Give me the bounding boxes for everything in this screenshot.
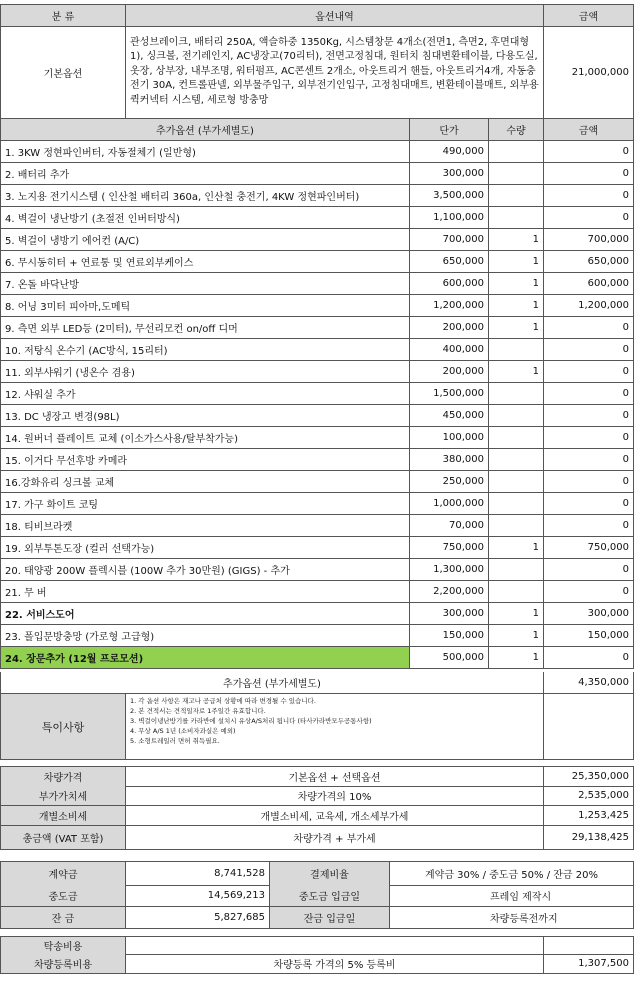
option-qty: 1 xyxy=(489,537,544,559)
option-row xyxy=(0,361,634,383)
option-row xyxy=(0,405,634,427)
option-name: 15. 이거다 무선후방 카메라 xyxy=(0,449,410,471)
note-item: 4. 무상 A/S 1년 (소비자과실은 예외) xyxy=(130,727,236,736)
payment-label: 중도금 xyxy=(0,885,126,907)
special-notes-blank xyxy=(544,694,634,760)
option-row xyxy=(0,207,634,229)
option-row xyxy=(0,427,634,449)
option-price: 1,300,000 xyxy=(410,559,489,581)
extra-desc xyxy=(126,937,544,955)
payment-amount: 8,741,528 xyxy=(126,862,270,886)
option-amount: 300,000 xyxy=(544,603,634,625)
option-price: 450,000 xyxy=(410,405,489,427)
option-row xyxy=(0,273,634,295)
option-price: 1,200,000 xyxy=(410,295,489,317)
extra-row xyxy=(0,954,634,974)
header-row xyxy=(0,4,634,27)
option-name: 13. DC 냉장고 변경(98L) xyxy=(0,405,410,427)
option-name: 16.강화유리 싱크볼 교체 xyxy=(0,471,410,493)
option-price: 300,000 xyxy=(410,603,489,625)
payment-label: 계약금 xyxy=(0,862,126,886)
option-amount: 0 xyxy=(544,581,634,603)
option-row xyxy=(0,317,634,339)
summary-row xyxy=(0,826,634,850)
option-amount: 0 xyxy=(544,383,634,405)
option-name: 5. 벽걸이 냉방기 에어컨 (A/C) xyxy=(0,229,410,251)
option-qty xyxy=(489,449,544,471)
option-price: 200,000 xyxy=(410,317,489,339)
option-amount: 0 xyxy=(544,185,634,207)
option-amount: 0 xyxy=(544,493,634,515)
payment-row xyxy=(0,907,634,929)
payment-desc: 중도금 입금일 xyxy=(270,885,390,907)
option-amount: 0 xyxy=(544,449,634,471)
option-amount: 150,000 xyxy=(544,625,634,647)
option-name: 7. 온돌 바닥난방 xyxy=(0,273,410,295)
extra-desc: 차량등록 가격의 5% 등록비 xyxy=(126,954,544,974)
note-item: 3. 벽걸이냉난방기를 카라반에 설치시 유상A/S처리 됩니다 (타사카라반모두공통사항) xyxy=(130,717,372,726)
option-qty xyxy=(489,427,544,449)
option-qty xyxy=(489,383,544,405)
option-amount: 0 xyxy=(544,207,634,229)
option-amount: 0 xyxy=(544,515,634,537)
payment-amount: 5,827,685 xyxy=(126,907,270,929)
option-name: 24. 장문추가 (12월 프로모션) xyxy=(0,647,410,669)
option-row xyxy=(0,515,634,537)
option-price: 200,000 xyxy=(410,361,489,383)
option-qty xyxy=(489,163,544,185)
option-amount: 0 xyxy=(544,163,634,185)
option-row xyxy=(0,141,634,163)
summary-desc: 차량가격 + 부가세 xyxy=(126,826,544,850)
option-name: 10. 저탕식 온수기 (AC방식, 15리터) xyxy=(0,339,410,361)
option-qty xyxy=(489,581,544,603)
option-price: 600,000 xyxy=(410,273,489,295)
option-amount: 700,000 xyxy=(544,229,634,251)
option-header-row xyxy=(0,119,634,141)
option-price: 380,000 xyxy=(410,449,489,471)
option-total-label: 추가옵션 (부가세별도) xyxy=(0,672,544,694)
option-qty xyxy=(489,185,544,207)
option-row xyxy=(0,229,634,251)
extra-label: 차량등록비용 xyxy=(0,954,126,974)
option-qty xyxy=(489,339,544,361)
option-total-amount: 4,350,000 xyxy=(544,672,634,694)
option-row xyxy=(0,449,634,471)
option-row xyxy=(0,383,634,405)
summary-row xyxy=(0,786,634,806)
option-qty: 1 xyxy=(489,361,544,383)
payment-note: 계약금 30% / 중도금 50% / 잔금 20% xyxy=(390,862,634,886)
option-name: 1. 3KW 정현파인버터, 자동절체기 (일반형) xyxy=(0,141,410,163)
option-amount: 0 xyxy=(544,141,634,163)
special-notes-row xyxy=(0,694,634,760)
summary-amount: 1,253,425 xyxy=(544,806,634,826)
note-item: 5. 소형트레일러 면허 취득필요. xyxy=(130,737,220,746)
payment-row xyxy=(0,885,634,907)
note-item: 1. 각 옵션 사항은 재고나 공급처 상황에 따라 변경될 수 있습니다. xyxy=(130,697,316,705)
option-name: 12. 샤워실 추가 xyxy=(0,383,410,405)
option-price: 3,500,000 xyxy=(410,185,489,207)
payment-label: 잔 금 xyxy=(0,907,126,929)
option-qty xyxy=(489,515,544,537)
option-row xyxy=(0,647,634,669)
option-name: 18. 티비브라켓 xyxy=(0,515,410,537)
summary-amount: 29,138,425 xyxy=(544,826,634,850)
payment-desc: 잔금 입금일 xyxy=(270,907,390,929)
option-name: 20. 태양광 200W 플렉시블 (100W 추가 30만원) (GIGS) - 추가 xyxy=(0,559,410,581)
option-name: 17. 가구 화이트 코팅 xyxy=(0,493,410,515)
option-name: 22. 서비스도어 xyxy=(0,603,410,625)
option-header-price: 단가 xyxy=(410,119,489,141)
option-row xyxy=(0,163,634,185)
extra-label: 탁송비용 xyxy=(0,937,126,955)
option-name: 11. 외부샤워기 (냉온수 겸용) xyxy=(0,361,410,383)
option-name: 21. 무 버 xyxy=(0,581,410,603)
summary-desc: 개별소비세, 교육세, 개소세부가세 xyxy=(126,806,544,826)
summary-label: 개별소비세 xyxy=(0,806,126,826)
option-name: 9. 측면 외부 LED등 (2미터), 무선리모컨 on/off 디머 xyxy=(0,317,410,339)
option-qty: 1 xyxy=(489,625,544,647)
option-price: 300,000 xyxy=(410,163,489,185)
option-name: 6. 무시동히터 + 연료통 및 연료외부케이스 xyxy=(0,251,410,273)
payment-amount: 14,569,213 xyxy=(126,885,270,907)
option-row xyxy=(0,251,634,273)
option-amount: 1,200,000 xyxy=(544,295,634,317)
option-qty: 1 xyxy=(489,295,544,317)
payment-note: 프레임 제작시 xyxy=(390,885,634,907)
option-amount: 600,000 xyxy=(544,273,634,295)
option-amount: 0 xyxy=(544,317,634,339)
extra-row xyxy=(0,936,634,955)
option-amount: 650,000 xyxy=(544,251,634,273)
header-content: 옵션내역 xyxy=(126,5,544,27)
option-header-qty: 수량 xyxy=(489,119,544,141)
option-name: 4. 벽걸이 냉난방기 (초절전 인버터방식) xyxy=(0,207,410,229)
option-qty: 1 xyxy=(489,647,544,669)
option-name: 23. 폴입문방충망 (가로형 고급형) xyxy=(0,625,410,647)
option-total-row xyxy=(0,672,634,694)
option-qty: 1 xyxy=(489,273,544,295)
option-row xyxy=(0,537,634,559)
option-qty: 1 xyxy=(489,317,544,339)
payment-desc: 결제비율 xyxy=(270,862,390,886)
summary-desc: 차량가격의 10% xyxy=(126,786,544,806)
option-price: 500,000 xyxy=(410,647,489,669)
option-name: 3. 노지용 전기시스템 ( 인산철 배터리 360a, 인산철 충전기, 4KW 정현파인버터) xyxy=(0,185,410,207)
option-price: 650,000 xyxy=(410,251,489,273)
option-qty xyxy=(489,207,544,229)
option-row xyxy=(0,339,634,361)
option-qty: 1 xyxy=(489,603,544,625)
option-amount: 0 xyxy=(544,471,634,493)
option-price: 490,000 xyxy=(410,141,489,163)
summary-amount: 2,535,000 xyxy=(544,786,634,806)
option-amount: 0 xyxy=(544,427,634,449)
payment-row xyxy=(0,861,634,886)
summary-desc: 기본옵션 + 선택옵션 xyxy=(126,767,544,787)
header-amount: 금액 xyxy=(544,5,634,27)
option-price: 150,000 xyxy=(410,625,489,647)
option-row xyxy=(0,471,634,493)
option-price: 250,000 xyxy=(410,471,489,493)
summary-row xyxy=(0,806,634,826)
special-notes-label: 특이사항 xyxy=(0,694,126,760)
special-notes-list xyxy=(126,694,544,760)
option-qty: 1 xyxy=(489,251,544,273)
option-name: 2. 배터리 추가 xyxy=(0,163,410,185)
summary-label: 총금액 (VAT 포함) xyxy=(0,826,126,850)
basic-option-description: 관성브레이크, 배터리 250A, 액슬하중 1350Kg, 시스템창문 4개소(전면1, 측면2, 후면대형1), 싱크볼, 전기레인지, AC냉장고(70리터), 전면고정침대, 원터치 침대변환테이블, 다용도실, 옷장, 상부장, 내부조명, 워터펌프, AC콘센트 2개소, 아웃트리거 핸들, 아웃트리거4개, 자동충전기 30A, 컨트롤판넬, 외부물주입구, 외부전기인입구, 고정침대매트, 변환테이블매트, 외부용 퀵커넥터 시스템, 세로형 방충망 xyxy=(126,26,544,119)
option-header-amount: 금액 xyxy=(544,119,634,141)
option-qty xyxy=(489,559,544,581)
option-row xyxy=(0,559,634,581)
option-qty: 1 xyxy=(489,229,544,251)
option-name: 8. 어닝 3미터 피아마,도메틱 xyxy=(0,295,410,317)
option-price: 1,100,000 xyxy=(410,207,489,229)
option-price: 700,000 xyxy=(410,229,489,251)
option-row xyxy=(0,295,634,317)
extra-amount xyxy=(544,937,634,955)
option-amount: 0 xyxy=(544,647,634,669)
option-amount: 750,000 xyxy=(544,537,634,559)
summary-amount: 25,350,000 xyxy=(544,767,634,787)
option-price: 750,000 xyxy=(410,537,489,559)
summary-label: 부가가치세 xyxy=(0,786,126,806)
basic-option-amount: 21,000,000 xyxy=(544,26,634,119)
option-amount: 0 xyxy=(544,559,634,581)
note-item: 2. 본 견적서는 견적일자로 1주일간 유효합니다. xyxy=(130,707,266,716)
option-qty xyxy=(489,471,544,493)
option-amount: 0 xyxy=(544,339,634,361)
header-category: 분 류 xyxy=(0,5,126,27)
option-qty xyxy=(489,493,544,515)
option-amount: 0 xyxy=(544,405,634,427)
option-qty xyxy=(489,141,544,163)
option-price: 70,000 xyxy=(410,515,489,537)
basic-option-row xyxy=(0,26,634,119)
option-price: 2,200,000 xyxy=(410,581,489,603)
basic-option-label: 기본옵션 xyxy=(0,26,126,119)
option-price: 100,000 xyxy=(410,427,489,449)
option-name: 19. 외부투톤도장 (컬러 선택가능) xyxy=(0,537,410,559)
option-amount: 0 xyxy=(544,361,634,383)
summary-label: 차량가격 xyxy=(0,767,126,787)
option-price: 1,500,000 xyxy=(410,383,489,405)
option-header-name: 추가옵션 (부가세별도) xyxy=(0,119,410,141)
option-row xyxy=(0,493,634,515)
summary-row xyxy=(0,766,634,787)
option-price: 400,000 xyxy=(410,339,489,361)
option-row xyxy=(0,185,634,207)
extra-amount: 1,307,500 xyxy=(544,954,634,974)
option-qty xyxy=(489,405,544,427)
option-row xyxy=(0,581,634,603)
option-row xyxy=(0,625,634,647)
option-row xyxy=(0,603,634,625)
option-price: 1,000,000 xyxy=(410,493,489,515)
option-name: 14. 원버너 플레이트 교체 (이소가스사용/탈부착가능) xyxy=(0,427,410,449)
payment-note: 차량등록전까지 xyxy=(390,907,634,929)
